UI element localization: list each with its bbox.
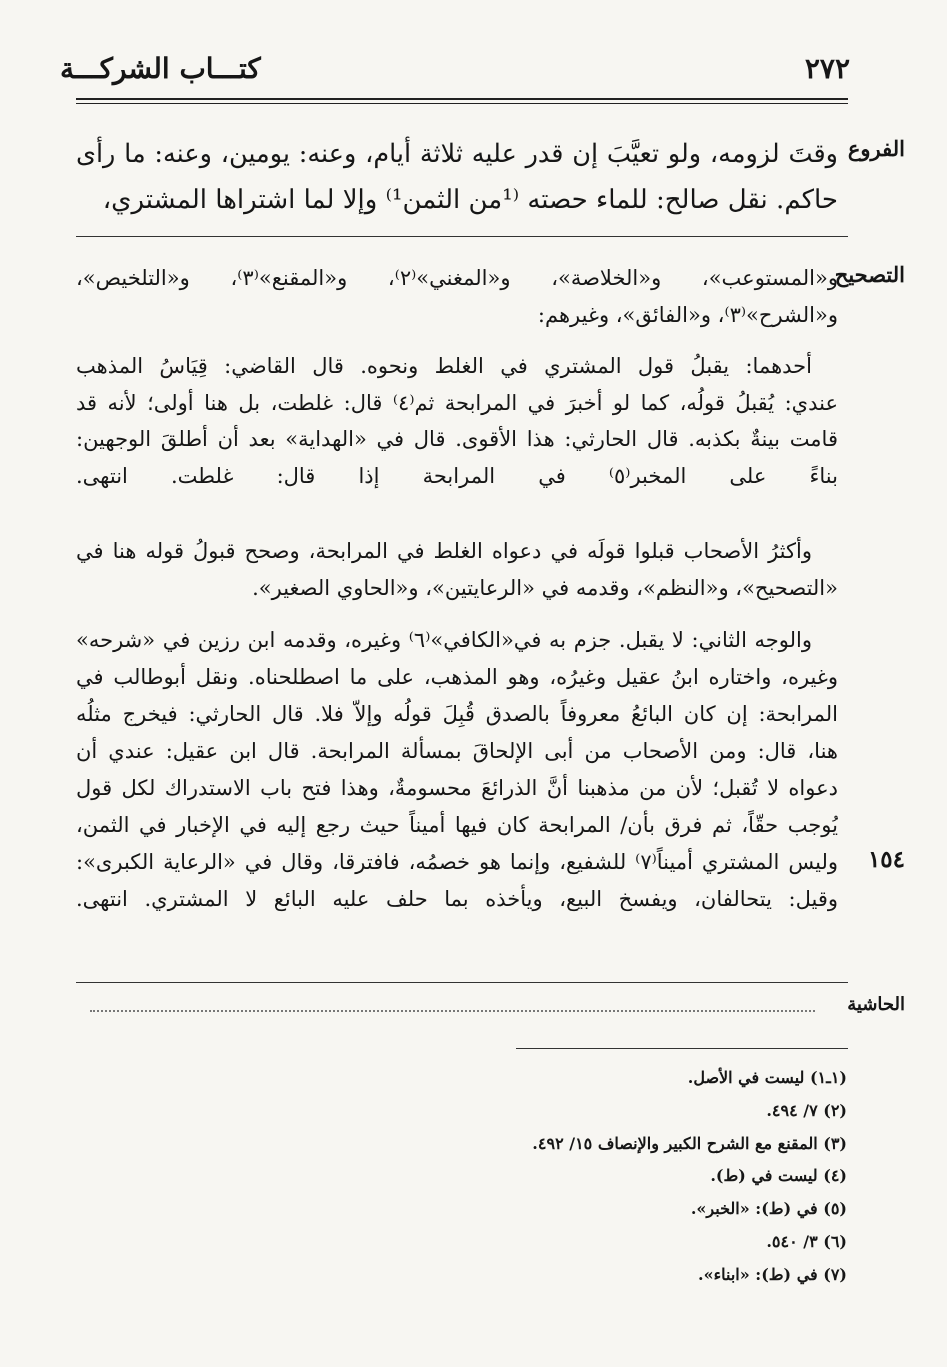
- tashih-line: وأكثرُ الأصحاب قبلوا قولَه في دعواه الغلط في المرابحة، وصحح قبولُ قوله هنا في: [76, 539, 812, 563]
- main-text-line: حاكم. نقل صالح: للماء حصته ⁽¹من الثمن¹⁾ وإلا لما اشتراها المشتري،: [102, 185, 838, 215]
- page-number: ٢٧٢: [804, 52, 850, 85]
- tashih-line: هنا، قال: ومن الأصحاب من أبى الإلحاقَ بمسألة المرابحة. قال ابن عقيل: عندي أن: [76, 739, 838, 763]
- tashih-line: وغيره، واختاره ابنُ عقيل وغيرُه، وهو المذهب، على ما اصطلحناه. ونقل أبوطالب في: [76, 665, 838, 689]
- tashih-line: عندي: يُقبلُ قولُه، كما لو أخبرَ في المرابحة ثم⁽٤⁾ قال: غلطت، بل هنا أولى؛ لأنه قد: [76, 391, 838, 415]
- footnote: (٤) ليست في (ط).: [710, 1166, 847, 1185]
- section-divider: [76, 982, 848, 983]
- tashih-line: دعواه لا تُقبل؛ لأن من مذهبنا أنَّ الذرائعَ محسومةٌ، وهذا فتح باب الاستدراك لكل قول: [76, 776, 838, 800]
- tashih-line: المرابحة: إن كان البائعُ معروفاً بالصدق قُبِلَ قولُه وإلاّ فلا. قال الحارثي: فيخرج مثلُه: [76, 702, 838, 726]
- footnote: (٥) في (ط): «الخبر».: [690, 1199, 847, 1218]
- tashih-line: «التصحيح»، و«النظم»، وقدمه في «الرعايتين»، و«الحاوي الصغير».: [252, 576, 838, 600]
- footnote: (٦) ٣/ ٥٤٠.: [766, 1232, 847, 1251]
- header-rule-thin: [76, 103, 848, 104]
- tashih-line: يُوجب حقّاً، ثم فرق بأن/ المرابحة كان فيها أميناً حيث رجع إليه في الإخبار في الثمن،: [76, 813, 838, 837]
- section-label-hashia: الحاشية: [847, 994, 905, 1015]
- tashih-line: قامت بينةٌ بكذبه. قال الحارثي: هذا الأقوى. قال في «الهداية» بعد أن أطلقَ الوجهين:: [76, 427, 838, 451]
- footnote: (١ـ١) ليست في الأصل.: [687, 1068, 847, 1087]
- running-header-title: كتـــاب الشركـــة: [60, 52, 261, 85]
- dotted-rule: [90, 1010, 815, 1012]
- footnote: (٢) ٧/ ٤٩٤.: [766, 1101, 847, 1120]
- section-divider: [76, 236, 848, 237]
- section-label-tashih: التصحيح: [834, 262, 905, 287]
- footnote-rule: [516, 1048, 848, 1049]
- footnote: (٧) في (ط): «ابناء».: [698, 1265, 847, 1284]
- section-label-furu: الفروع: [847, 136, 905, 161]
- tashih-line: و«المستوعب»، و«الخلاصة»، و«المغني»⁽٢⁾، و«المقنع»⁽٣⁾، و«التلخيص»،: [76, 266, 838, 290]
- tashih-line: وليس المشتري أميناً⁽٧⁾ للشفيع، وإنما هو خصمُه، فافترقا، وقال في «الرعاية الكبرى»:: [76, 850, 838, 874]
- main-text-line: وقتَ لزومه، ولو تعيَّبَ إن قدر عليه ثلاثة أيام، وعنه: يومين، وعنه: ما رأى: [76, 139, 838, 169]
- footnote: (٣) المقنع مع الشرح الكبير والإنصاف ١٥/ ٤٩٢.: [532, 1134, 847, 1153]
- header-rule: [76, 98, 848, 100]
- tashih-line: بناءً على المخبر⁽٥⁾ في المرابحة إذا قال: غلطت. انتهى.: [76, 464, 838, 488]
- margin-page-number: ١٥٤: [867, 846, 905, 873]
- tashih-line: أحدهما: يقبلُ قول المشتري في الغلط ونحوه. قال القاضي: قِيَاسُ المذهب: [76, 354, 812, 378]
- tashih-line: و«الشرح»⁽٣⁾، و«الفائق»، وغيرهم:: [537, 303, 838, 327]
- tashih-line: والوجه الثاني: لا يقبل. جزم به في«الكافي»⁽٦⁾ وغيره، وقدمه ابن رزين في «شرحه»: [76, 628, 812, 652]
- tashih-line: وقيل: يتحالفان، ويفسخ البيع، ويأخذه بما حلف عليه البائع لا المشتري. انتهى.: [76, 887, 838, 911]
